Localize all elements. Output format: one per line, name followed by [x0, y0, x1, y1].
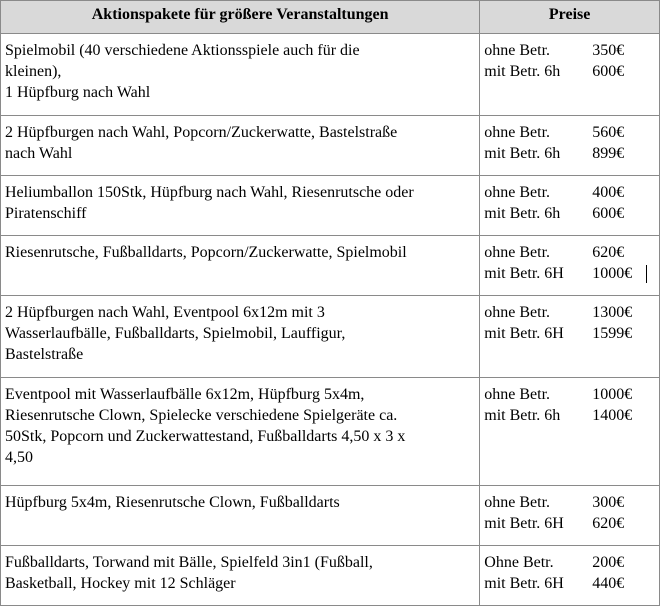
table-row: [1, 296, 660, 378]
package-prices: [480, 236, 660, 296]
price-line: [484, 182, 656, 203]
price-amount: 400€: [592, 184, 625, 201]
price-line: [484, 405, 656, 426]
price-amount: 620€: [592, 515, 625, 532]
text-cursor: [646, 265, 647, 283]
price-label: Ohne Betr.: [484, 554, 554, 571]
package-description: [1, 116, 480, 176]
price-amount: 1400€: [592, 407, 633, 424]
package-description: [1, 546, 480, 606]
price-amount: 1000€: [592, 265, 633, 282]
price-label: ohne Betr.: [484, 42, 551, 59]
price-label: mit Betr. 6H: [484, 325, 564, 342]
table-row: [1, 546, 660, 606]
table-row: [1, 378, 660, 486]
price-amount: 600€: [592, 63, 625, 80]
price-amount: 300€: [592, 494, 625, 511]
description-line: Spielmobil (40 verschiedene Aktionsspiele auch für die: [5, 42, 360, 59]
description-line: Basketball, Hockey mit 12 Schläger: [5, 575, 236, 592]
price-amount: 1000€: [592, 386, 633, 403]
price-line: [484, 552, 656, 573]
package-description: [1, 378, 480, 486]
price-amount: 440€: [592, 575, 625, 592]
price-amount: 620€: [592, 244, 625, 261]
price-line: [484, 513, 656, 534]
table-row: [1, 486, 660, 546]
header-packages: Aktionspakete für größere Veranstaltungen: [1, 1, 480, 34]
table-row: [1, 176, 660, 236]
price-label: ohne Betr.: [484, 386, 551, 403]
price-line: [484, 203, 656, 224]
description-line: 4,50: [5, 449, 33, 466]
price-label: ohne Betr.: [484, 304, 551, 321]
package-prices: [480, 378, 660, 486]
header-prices: Preise: [480, 1, 660, 34]
price-label: mit Betr. 6H: [484, 515, 564, 532]
price-amount: 1599€: [592, 325, 633, 342]
price-label: mit Betr. 6H: [484, 265, 564, 282]
price-label: mit Betr. 6h: [484, 205, 561, 222]
price-amount: 600€: [592, 205, 625, 222]
description-line: Wasserlaufbälle, Fußballdarts, Spielmobil, Lauffigur,: [5, 325, 346, 342]
table-row: [1, 236, 660, 296]
price-line: [484, 122, 656, 143]
package-description: [1, 34, 480, 116]
price-label: mit Betr. 6h: [484, 145, 561, 162]
description-line: Bastelstraße: [5, 346, 84, 363]
package-prices: [480, 176, 660, 236]
description-line: kleinen),: [5, 63, 62, 80]
table-header-row: [1, 1, 660, 34]
description-line: Riesenrutsche Clown, Spielecke verschiedene Spielgeräte ca.: [5, 407, 398, 424]
table-row: [1, 34, 660, 116]
package-prices: [480, 296, 660, 378]
price-line: [484, 61, 656, 82]
package-description: [1, 176, 480, 236]
price-label: mit Betr. 6H: [484, 575, 564, 592]
price-amount: 560€: [592, 124, 625, 141]
description-line: Fußballdarts, Torwand mit Bälle, Spielfeld 3in1 (Fußball,: [5, 554, 373, 571]
price-label: ohne Betr.: [484, 494, 551, 511]
price-label: ohne Betr.: [484, 124, 551, 141]
package-prices: [480, 34, 660, 116]
price-amount: 1300€: [592, 304, 633, 321]
price-line: [484, 384, 656, 405]
price-line: [484, 492, 656, 513]
price-label: ohne Betr.: [484, 244, 551, 261]
price-label: mit Betr. 6h: [484, 63, 561, 80]
price-amount: 350€: [592, 42, 625, 59]
description-line: 50Stk, Popcorn und Zuckerwattestand, Fußballdarts 4,50 x 3 x: [5, 428, 406, 445]
price-line: [484, 40, 656, 61]
price-label: mit Betr. 6h: [484, 407, 561, 424]
description-line: Piratenschiff: [5, 205, 87, 222]
package-prices: [480, 116, 660, 176]
package-prices: [480, 546, 660, 606]
description-line: 2 Hüpfburgen nach Wahl, Popcorn/Zuckerwatte, Bastelstraße: [5, 124, 398, 141]
description-line: Riesenrutsche, Fußballdarts, Popcorn/Zuckerwatte, Spielmobil: [5, 244, 407, 261]
description-line: Eventpool mit Wasserlaufbälle 6x12m, Hüpfburg 5x4m,: [5, 386, 365, 403]
price-line: [484, 242, 656, 263]
description-line: 1 Hüpfburg nach Wahl: [5, 84, 151, 101]
price-amount: 200€: [592, 554, 625, 571]
price-line: [484, 302, 656, 323]
description-line: Heliumballon 150Stk, Hüpfburg nach Wahl, Riesenrutsche oder: [5, 184, 414, 201]
package-description: [1, 296, 480, 378]
table-row: [1, 116, 660, 176]
description-line: nach Wahl: [5, 145, 73, 162]
price-label: ohne Betr.: [484, 184, 551, 201]
package-description: [1, 486, 480, 546]
package-description: [1, 236, 480, 296]
price-line: [484, 143, 656, 164]
price-line: [484, 323, 656, 344]
price-amount: 899€: [592, 145, 625, 162]
price-line: [484, 263, 656, 284]
price-line: [484, 573, 656, 594]
package-prices: [480, 486, 660, 546]
description-line: Hüpfburg 5x4m, Riesenrutsche Clown, Fußballdarts: [5, 494, 340, 511]
description-line: 2 Hüpfburgen nach Wahl, Eventpool 6x12m mit 3: [5, 304, 325, 321]
